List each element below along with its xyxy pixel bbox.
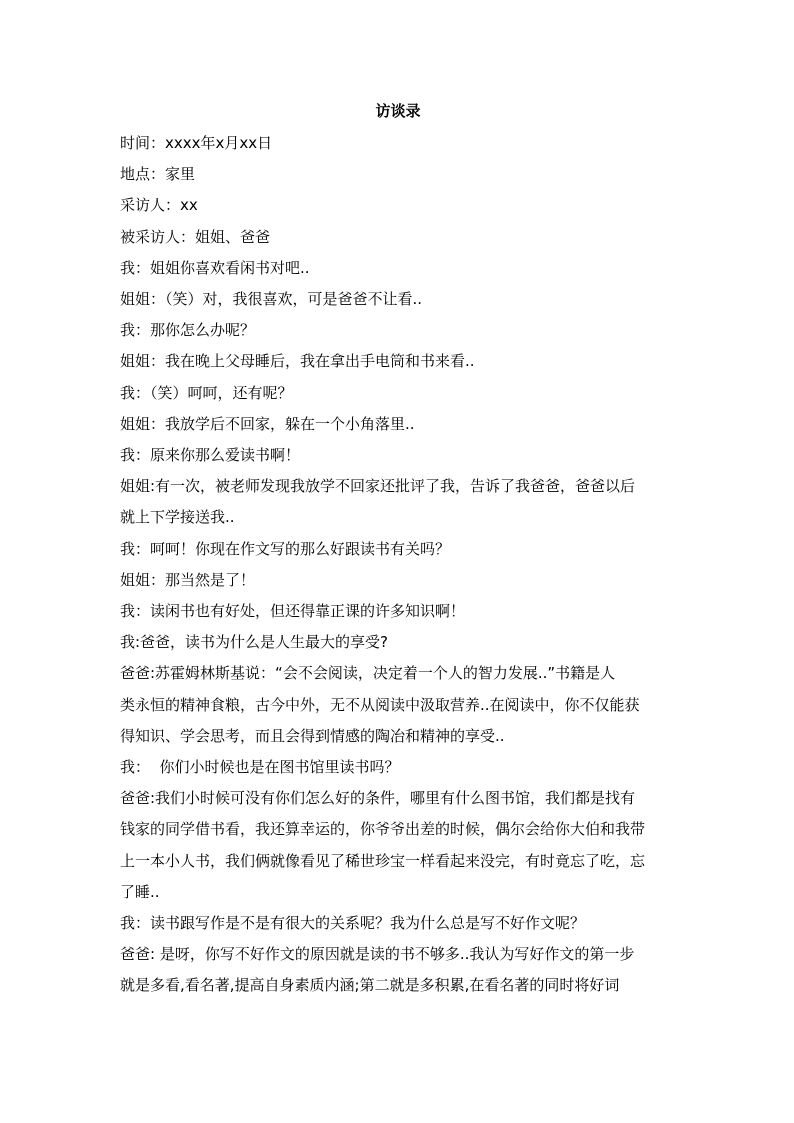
text-line: 姐姐：我在晚上父母睡后，我在拿出手电筒和书来看..: [120, 352, 475, 371]
text-line: 姐姐：我放学后不回家，躲在一个小角落里..: [120, 414, 415, 433]
text-line: 我：姐姐你喜欢看闲书对吧..: [120, 258, 310, 277]
document-page: [120, 96, 676, 1002]
text-line: 采访人：xx: [120, 196, 198, 215]
text-line: 爸爸:苏霍姆林斯基说：“会不会阅读，决定着一个人的智力发展..”书籍是人: [120, 664, 616, 683]
text-line: 姐姐：（笑）对，我很喜欢，可是爸爸不让看..: [120, 290, 423, 309]
text-line: 爸爸:我们小时候可没有你们怎么好的条件，哪里有什么图书馆，我们都是找有: [120, 789, 636, 808]
text-line: 地点：家里: [120, 165, 196, 184]
text-line: 我：原来你那么爱读书啊！: [120, 446, 301, 465]
text-line: 时间：xxxx年x月xx日: [120, 134, 273, 152]
text-line: 被采访人：姐姐、爸爸: [120, 227, 271, 246]
text-line: 姐姐:有一次，被老师发现我放学不回家还批评了我，告诉了我爸爸，爸爸以后: [120, 477, 636, 496]
text-line: 就上下学接送我..: [120, 508, 235, 527]
text-line: 我： 你们小时候也是在图书馆里读书吗？: [120, 758, 400, 777]
text-line: 就是多看,看名著,提高自身素质内涵;第二就是多积累,在看名著的同时将好词: [120, 976, 620, 995]
text-line: 爸爸: 是呀，你写不好作文的原因就是读的书不够多..我认为写好作文的第一步: [120, 945, 635, 964]
text-line: 我：呵呵！你现在作文写的那么好跟读书有关吗？: [120, 539, 451, 558]
interview-body: [120, 128, 676, 1002]
text-line: 了睡..: [120, 882, 160, 901]
text-line: 上一本小人书，我们俩就像看见了稀世珍宝一样看起来没完，有时竟忘了吃，忘: [120, 851, 646, 870]
text-line: 类永恒的精神食粮，古今中外，无不从阅读中汲取营养..在阅读中，你不仅能获: [120, 695, 640, 714]
text-line: 我：（笑）呵呵，还有呢？: [120, 383, 293, 402]
text-line: 姐姐：那当然是了！: [120, 570, 256, 589]
text-line: 我:爸爸，读书为什么是人生最大的享受?: [120, 633, 389, 652]
text-line: 得知识、学会思考，而且会得到情感的陶冶和精神的享受..: [120, 726, 505, 745]
text-line: 我：读书跟写作是不是有很大的关系呢？我为什么总是写不好作文呢？: [120, 914, 586, 933]
text-line: 钱家的同学借书看，我还算幸运的，你爷爷出差的时候，偶尔会给你大伯和我带: [120, 820, 646, 839]
document-title: 访谈录: [375, 102, 421, 120]
text-line: 我：那你怎么办呢？: [120, 321, 256, 340]
text-line: 我：读闲书也有好处，但还得靠正课的许多知识啊！: [120, 602, 466, 621]
